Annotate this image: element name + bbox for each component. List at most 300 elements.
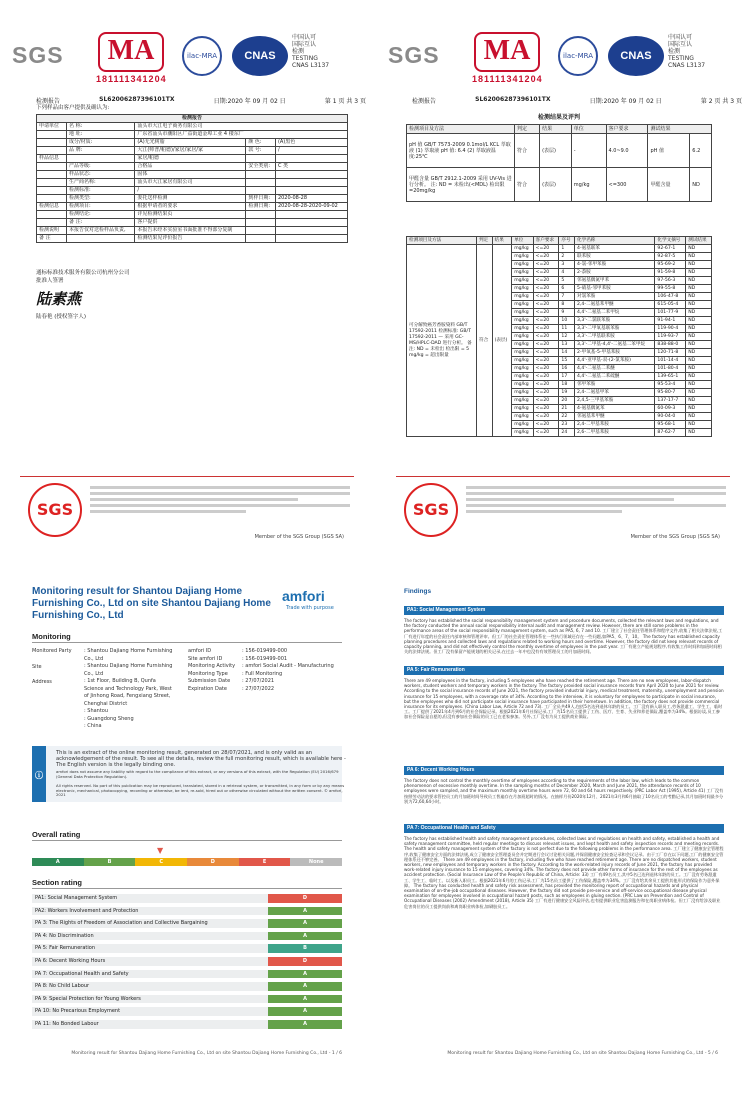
header-cell: 测试结果	[648, 125, 712, 134]
amine-cell: 119-93-7	[655, 333, 686, 341]
amine-cell: mg/kg	[512, 421, 533, 429]
amine-cell: 4	[559, 269, 575, 277]
section-grade: A	[268, 907, 342, 917]
notice-main[interactable]: This is an extract of the online monitoring result, generated on 28/07/2021, and is only valid as an acknowledgement of the result. To see all the details, review the full monitoring result, which is available here - The English version is the legally binding one.	[56, 750, 346, 768]
amine-cell: 4-氯-邻甲苯胺	[575, 261, 655, 269]
amine-cell: 95-80-7	[655, 389, 686, 397]
amine-cell: 91-59-8	[655, 269, 686, 277]
cnas-text: 中国认可 国际互认 检测 TESTING CNAS L3137	[292, 34, 330, 69]
summary-cell	[275, 211, 347, 219]
section-rating-row	[32, 894, 342, 904]
summary-cell	[37, 163, 67, 171]
summary-cell: 样品状态:	[67, 171, 135, 179]
amine-cell: 联苯胺	[575, 253, 655, 261]
amine-cell: 2,4,5-三甲基苯胺	[575, 397, 655, 405]
amine-cell: 23	[559, 421, 575, 429]
result-cell: <=300	[606, 168, 648, 202]
amine-cell: mg/kg	[512, 245, 533, 253]
summary-cell	[275, 179, 347, 187]
cnas-text: 中国认可 国际互认 检测 TESTING CNAS L3137	[668, 34, 706, 69]
amine-cell: ND	[686, 333, 712, 341]
summary-row	[37, 195, 348, 203]
header-cell: 序号	[559, 237, 575, 245]
result-cell: mg/kg	[571, 168, 606, 202]
result-cell: (表层)	[540, 168, 572, 202]
amine-cell: 2,6-二甲基苯胺	[575, 429, 655, 437]
report-footer	[396, 476, 730, 544]
header-cell: 单位	[512, 237, 533, 245]
result-cell: ND	[690, 168, 712, 202]
cert-header	[386, 30, 740, 92]
cma-number: 181111341204	[472, 74, 543, 84]
divider	[32, 642, 342, 643]
summary-cell	[275, 155, 347, 163]
summary-cell: 根据申请者的要求	[135, 203, 246, 211]
amine-cell: 6	[559, 285, 575, 293]
summary-cell	[275, 235, 347, 243]
summary-cell: 安全类别:	[246, 163, 276, 171]
amine-cell: ND	[686, 365, 712, 373]
summary-cell: /	[135, 187, 246, 195]
signature: 陆素燕	[36, 290, 82, 308]
amine-cell: mg/kg	[512, 317, 533, 325]
amine-cell: 95-68-1	[655, 421, 686, 429]
finding-text: The factory has established health and safety management procedures, collected laws and regulations on health and safety, established a health and safety management committee, held regular meetings to discuss relevant issues, and kept health and safety inspection records and meeting records. The health and safety management system of the factory is not perfect due to the following problems in the performance area. 工厂建立了健康安全管理程序,收集了健康安全方面的法律法规,成立了健康安全管理委员会并定期进行会议讨论相关问题,并保留健康安全检查记录和会议记录。由于工厂存在以下问题,工厂的健康安全管理体系还不够完善。 There are 49 employees in the factory, including five who have reached retirement age. There are no dispatched workers, student workers, new employees and temporary workers in the factory. According to the work-related injury records of June 2021, the factory has provided work-related injury insurance to 15 employees, covering 34%. The factory does not provide other forms of insurance for the rest of the employees as accident protection. (Social Insurance Law of the People's Republic of China, Article: 33) 工厂有49名员工,其中5名已达到退休年龄的员工。工厂没有劳务派遣工、学生工、临时工、以及新入职员工。根据2021年6月的工伤记录,工厂为15名员工提供了工伤保险,覆盖率为34%。工厂没有给其余员工提供其他形式的保险作为意外保障。 The factory has conducted health and safety risk assessment, has provided the monitoring report of occupational hazards and physical examination of on-the-job occupational diseases. However, the factory did not provide pre-service and off-service occupational disease physical examination for employees involved in occupational hazard posts, such as employees in gluing section. (PRC Law on Prevention and Control of Occupational Diseases (2002) Amendment (2018), Article 35) 工厂有进行健康安全风险评估,也有提供职业危害监测报告和在岗职业病体检。但工厂没有给涉及职业危害岗位的员工提供岗前和离岗职业病体检,如刷胶员工。	[404, 836, 724, 909]
amine-cell: mg/kg	[512, 365, 533, 373]
amine-cell: <=20	[533, 429, 559, 437]
amine-cell: <=20	[533, 397, 559, 405]
cert-header	[10, 30, 364, 92]
summary-cell	[275, 171, 347, 179]
finding-text: There are 49 employees in the factory, including 5 employees who have reached the retirement age. There are no new employees, labor-dispatch workers, student workers and temporary workers in the factory. The factory provided social insurance records from April 2020 to June 2021 for review. According to the social insurance records of June 2021, the factory provided industrial injury, medical treatment, maternity, unemployment and pension insurance for 15 employees, with a coverage rate of 34%. According to the interview, it is voluntary for employees to participate in social insurance, but the employees who did not participate social insurance have participated in their hometown. In addition, the factory does not provide commercial insurance for its employees. (China Labor Law, Article 72 and 73). 工厂全员共49人,包括5名达到退休年龄的员工。工厂没有新入职员工,劳务派遣工、学生工、临时工。工厂提供了2021年4月到6月的社会保险记录。根据2021年6月社保记录,工厂为15名员工提供了工伤、医疗、生育、失业和养老保险,覆盖率为34%。根据访谈,员工参加社会保险是自愿的,但没有参加社会保险的员工已在老家参加。另外,工厂没有为员工提供商业保险。	[404, 678, 724, 720]
amine-cell: <=20	[533, 389, 559, 397]
section-label: PA 3: The Rights of Freedom of Association and Collective Bargaining	[32, 919, 268, 929]
summary-cell	[275, 227, 347, 235]
amine-cell: <=20	[533, 373, 559, 381]
amine-cell: 24	[559, 429, 575, 437]
section-rating-row	[32, 970, 342, 980]
summary-row	[37, 187, 348, 195]
report-info-line: 检测报告 SL62006287396101TX 日期:2020 年 09 月 02 日 第 2 页 共 3 页	[412, 96, 742, 105]
amine-cell: 90-04-0	[655, 413, 686, 421]
amine-cell: mg/kg	[512, 301, 533, 309]
section-label: PA 7: Occupational Health and Safety	[32, 970, 268, 980]
amine-cell: 9	[559, 309, 575, 317]
notice-copyright: All rights reserved. No part of this publication may be reproduced, translated, stored in a retrieval system, or transmitted, in any form or by any means electronic, mechanical, photocopying, recording or otherwise, be lent, re-sold, hired out or otherwise circulated without the written consent. © amfori, 2021	[56, 783, 345, 798]
amfori-logo: amfori	[282, 588, 325, 604]
amine-cell: mg/kg	[512, 429, 533, 437]
summary-cell	[67, 155, 135, 163]
amine-cell: <=20	[533, 317, 559, 325]
amine-cell: 4-氨基偶氮苯	[575, 405, 655, 413]
amine-cell: 97-56-3	[655, 277, 686, 285]
report-page-1	[0, 0, 374, 548]
section-grade: A	[268, 982, 342, 992]
amine-cell: 对氯苯胺	[575, 293, 655, 301]
amine-cell: mg/kg	[512, 349, 533, 357]
summary-cell: 样品信息	[37, 155, 67, 163]
summary-cell: 2020-08-28	[275, 195, 347, 203]
amine-cell: 14	[559, 349, 575, 357]
amine-cell: <=20	[533, 277, 559, 285]
amine-cell: ND	[686, 253, 712, 261]
summary-cell	[246, 155, 276, 163]
amine-cell: <=20	[533, 245, 559, 253]
amine-cell: 2,4-二甲基苯胺	[575, 421, 655, 429]
amine-cell: 92-87-5	[655, 253, 686, 261]
amine-cell: 邻氨基偶氮甲苯	[575, 277, 655, 285]
rating-scale-a: A	[32, 858, 84, 866]
summary-cell	[246, 227, 276, 235]
cnas-logo: CNAS	[608, 36, 664, 76]
amine-cell: mg/kg	[512, 325, 533, 333]
summary-cell: 检测标准:	[67, 187, 135, 195]
amine-cell: 95-69-2	[655, 261, 686, 269]
header-cell: 结果	[492, 237, 512, 245]
footer-terms	[90, 483, 350, 516]
amine-cell: ND	[686, 269, 712, 277]
rating-scale-c: C	[135, 858, 187, 866]
amine-cell: 101-77-9	[655, 309, 686, 317]
amine-cell: mg/kg	[512, 373, 533, 381]
summary-row	[37, 155, 348, 163]
official-stamp: SGS	[404, 483, 458, 537]
summary-cell: C 类	[275, 163, 347, 171]
amine-cell: 95-53-4	[655, 381, 686, 389]
amine-cell: 60-09-3	[655, 405, 686, 413]
amine-cell: mg/kg	[512, 309, 533, 317]
header-cell: 客户要求	[606, 125, 648, 134]
amine-cell: ND	[686, 285, 712, 293]
amine-cell: 11	[559, 325, 575, 333]
amine-cell: <=20	[533, 413, 559, 421]
amine-cell: 101-80-4	[655, 365, 686, 373]
summary-cell: 地 址:	[67, 131, 135, 139]
amine-cell: ND	[686, 413, 712, 421]
report-page-2	[376, 0, 750, 548]
summary-cell	[37, 131, 67, 139]
summary-cell: 检测类型:	[67, 195, 135, 203]
summary-row	[37, 235, 348, 243]
amine-cell: 3,3'-二甲氧基联苯胺	[575, 325, 655, 333]
result-cell: (表层)	[540, 134, 572, 168]
method-cell: 可分解致癌芳香胺染料 GB/T 17592-2011 检测标准: GB/T 17592-2011 — 采用 GC-MS/HPLC-DAD 进行分析。 备注: ND = 未检出 检出限 = 5 mg/kg = 超出限量	[407, 245, 477, 437]
section-rating-row	[32, 944, 342, 954]
amine-cell: 119-90-4	[655, 325, 686, 333]
amine-cell: ND	[686, 317, 712, 325]
summary-cell	[246, 179, 276, 187]
result-cell: pH 值 GB/T 7573-2009 0.1mol/L KCL 萃取液 (1) 萃取液 pH 值: 6.4 (2) 萃取液温度:25℃	[407, 134, 515, 168]
summary-cell: 固体	[135, 171, 246, 179]
divider	[32, 840, 342, 841]
amine-cell: mg/kg	[512, 357, 533, 365]
amine-cell: 8	[559, 301, 575, 309]
rating-scale-d: D	[187, 858, 239, 866]
amine-cell: ND	[686, 301, 712, 309]
amine-cell: 87-62-7	[655, 429, 686, 437]
report-subline: 下列样品由客户提供及确认为:	[36, 105, 110, 111]
amine-cell: mg/kg	[512, 293, 533, 301]
amine-cell: 2,4-二氨基苯甲醚	[575, 301, 655, 309]
section-grade: A	[268, 932, 342, 942]
extract-notice	[32, 746, 346, 802]
amine-cell: ND	[686, 261, 712, 269]
section-grade: A	[268, 970, 342, 980]
summary-cell	[246, 235, 276, 243]
amine-cell: ND	[686, 405, 712, 413]
report-summary-table: 检测报告 申请单位 名 称: 汕头市大江电子商务有限公司 地 址: 广东省汕头市潮阳区广益街道金埠工业 4 楼东厂 成分/材质: (A)无光树脂 颜 色: (A)黑色 品 牌: 大江(帅普/帕德)/家居/家居/家 款 号: / 样品信息 家居/帕德 产品等级: 合格品 安全类别: C 类 样品状态: 固体 生产商名称: 汕头市大江家居有限公司 检测标准: / 检测类型: 委托送样检测 到样日期: 2020-08-28 检测信息 检测项目: 根据申请者的要求 检测日期: 2020-08-28-2020-09-02 检测结论: 详见检测结果页 备 注: 客户提供 检测说明 本报告仅对送检样品负责, 本报告未经本实验室书面批准不得部分复制 备 注 检测结果见评价报告	[36, 114, 348, 243]
summary-row	[37, 139, 348, 147]
amine-cell: 137-17-7	[655, 397, 686, 405]
section-label: PA2: Workers Involvement and Protection	[32, 907, 268, 917]
summary-cell	[275, 187, 347, 195]
amine-cell: ND	[686, 245, 712, 253]
summary-row	[37, 179, 348, 187]
amine-cell: 106-47-8	[655, 293, 686, 301]
summary-cell: (A)黑色	[275, 139, 347, 147]
finding-text: The factory does not control the monthly overtime of employees according to the requirements of the labor law, which leads to the common phenomenon of excessive monthly overtime. In the sampling months of December 2020, March and June 2021, the attendance records of 10 employees were sampled, and the maximum monthly overtime hours were 72, 60 and 64 hours respectively. (PRC Labor Act (1995), Article 41) 工厂没有按照劳动法的要求管控员工的月加班时间导致员工普遍存在月加班超时的情况。在抽样月份2020年12月、2021年3月和6月抽取了10名员工的考勤记录,其月加班时间最多分别为72,60,64小时。	[404, 778, 724, 804]
amine-cell: mg/kg	[512, 405, 533, 413]
overall-rating-heading: Overall rating	[32, 830, 81, 839]
section-label: PA 5: Fair Remuneration	[32, 944, 268, 954]
rating-scale-none: None	[290, 858, 342, 866]
amine-cell: ND	[686, 277, 712, 285]
amine-cell: mg/kg	[512, 261, 533, 269]
member-line: Member of the SGS Group (SGS SA)	[630, 534, 720, 540]
amine-cell: mg/kg	[512, 253, 533, 261]
section-grade: A	[268, 995, 342, 1005]
finding-heading: PA1: Social Management System	[404, 606, 724, 615]
summary-cell	[67, 235, 135, 243]
amine-cell: mg/kg	[512, 413, 533, 421]
section-rating-row	[32, 1007, 342, 1017]
amine-cell: ND	[686, 373, 712, 381]
summary-cell	[37, 139, 67, 147]
amine-cell: 18	[559, 381, 575, 389]
finding-text: The factory has established the social responsibility management system and procedure documents, collected the relevant laws and regulations, and the factory conducted the annual social responsibility internal audit and management review. However, there are still some problems in the performance areas of the social responsibility management system, such as PA5, 6, 7 and 10. 工厂建立了社会责任管理体系和程序文件,收集了相关法律法规,工厂有进行年度的社会责任内部审核和管理评审。但工厂的社会责任管理体系在一些执行领域还存在一些问题,如PA5、6、7、10。 The factory has established capacity planning procedures and collected laws and regulations related to working hours and overtime. However, the factory did not keep relevant records of capacity planning, and did not effectively control the monthly overtime of employees in the past year. 工厂有建立产能规划程序,有收集工作时间和加班时间相关的法律法规。但工厂没有保留产能规划的相关记录,在过去一年中也没有有效管理员工的月加班时间。	[404, 618, 723, 655]
findings-title: Findings	[404, 588, 432, 595]
sgs-logo: SGS	[388, 42, 440, 68]
section-grade: B	[268, 944, 342, 954]
summary-row	[37, 131, 348, 139]
amine-cell: 3,3'-二氯联苯胺	[575, 317, 655, 325]
amine-cell: <=20	[533, 349, 559, 357]
amine-cell: 7	[559, 293, 575, 301]
result-cell: -	[571, 134, 606, 168]
summary-cell	[37, 179, 67, 187]
amine-cell: ND	[686, 341, 712, 349]
summary-row	[37, 219, 348, 227]
amine-cell: <=20	[533, 421, 559, 429]
amine-row	[407, 245, 712, 253]
amine-cell: <=20	[533, 325, 559, 333]
amine-cell: 99-55-8	[655, 285, 686, 293]
monitoring-title: Monitoring result for Shantou Dajiang Home Furnishing Co., Ltd on site Shantou Dajiang Home Furnishing Co., Ltd	[32, 586, 271, 621]
summary-cell: 检测说明	[37, 227, 67, 235]
notice-gdpr: amfori does not assume any liability with regard to the compliance of this extract, or any versions of this extract, with the Regulation (EU) 2016/679 (General Data Protection Regulation).	[56, 769, 339, 779]
summary-cell	[275, 219, 347, 227]
amine-cell: mg/kg	[512, 285, 533, 293]
amine-cell: 20	[559, 397, 575, 405]
amine-cell: 2-甲氧基-5-甲基苯胺	[575, 349, 655, 357]
summary-cell: 大江(帅普/帕德)/家居/家居/家	[135, 147, 246, 155]
summary-row	[37, 171, 348, 179]
header-cell: 检测项目及方法	[407, 125, 515, 134]
summary-cell	[246, 219, 276, 227]
summary-cell: 款 号:	[246, 147, 276, 155]
report-info-line: 检测报告 SL62006287396101TX 日期:2020 年 09 月 02 日 第 1 页 共 3 页	[36, 96, 366, 105]
amine-cell: 615-05-4	[655, 301, 686, 309]
amine-cell: <=20	[533, 309, 559, 317]
header-cell: 化学名称	[575, 237, 655, 245]
member-line: Member of the SGS Group (SGS SA)	[254, 534, 344, 540]
amine-cell: 3,3'-二甲基联苯胺	[575, 333, 655, 341]
section-grade: D	[268, 894, 342, 904]
amine-cell: 4,4'-亚甲基-双-(2-氯苯胺)	[575, 357, 655, 365]
summary-cell: 检测日期:	[246, 203, 276, 211]
amine-cell: <=20	[533, 301, 559, 309]
summary-cell: 家居/帕德	[135, 155, 246, 163]
summary-cell: 检测结果见评价报告	[135, 235, 246, 243]
summary-cell: 委托送样检测	[135, 195, 246, 203]
header-cell: 检测项目及方法	[407, 237, 477, 245]
amine-cell: ND	[686, 381, 712, 389]
summary-cell: 客户提供	[135, 219, 246, 227]
cma-logo: MA	[98, 32, 164, 72]
rating-scale-e: E	[239, 858, 291, 866]
amine-cell: 12	[559, 333, 575, 341]
header-cell: 判定	[477, 237, 493, 245]
section-label: PA1: Social Management System	[32, 894, 268, 904]
summary-row	[37, 227, 348, 235]
summary-cell: 到样日期:	[246, 195, 276, 203]
summary-cell	[37, 171, 67, 179]
section-rating-row	[32, 1020, 342, 1030]
finding-heading: PA 7: Occupational Health and Safety	[404, 824, 724, 833]
summary-row	[37, 147, 348, 155]
summary-row	[37, 123, 348, 131]
amine-cell: ND	[686, 421, 712, 429]
amine-cell: mg/kg	[512, 341, 533, 349]
summary-cell: 备 注:	[67, 219, 135, 227]
amine-cell: 16	[559, 365, 575, 373]
section-rating-row	[32, 957, 342, 967]
summary-cell: 成分/材质:	[67, 139, 135, 147]
amine-cell: ND	[686, 389, 712, 397]
section-rating-row	[32, 919, 342, 929]
amine-cell: 邻氨基苯甲醚	[575, 413, 655, 421]
summary-cell	[37, 187, 67, 195]
section-label: PA 8: No Child Labour	[32, 982, 268, 992]
cma-number: 181111341204	[96, 74, 167, 84]
summary-cell: 申请单位	[37, 123, 67, 131]
summary-cell: 合格品	[135, 163, 246, 171]
header-cell: 单位	[571, 125, 606, 134]
section-grade: A	[268, 1007, 342, 1017]
right-labels: amfori ID Site amfori ID Monitoring Activity Monitoring Type Submission Date Expiration Date	[188, 648, 236, 692]
summary-cell: 检测结论:	[67, 211, 135, 219]
section-label: PA 11: No Bonded Labour	[32, 1020, 268, 1030]
results-table-amines	[406, 236, 712, 437]
amine-cell: 101-14-4	[655, 357, 686, 365]
amine-cell: 4-氨基联苯	[575, 245, 655, 253]
summary-cell	[246, 211, 276, 219]
approver-label: 批准人签署	[36, 278, 64, 284]
cma-logo: MA	[474, 32, 540, 72]
amine-cell: 5-硝基-邻甲苯胺	[575, 285, 655, 293]
report-footer	[20, 476, 354, 544]
rating-scale-b: B	[84, 858, 136, 866]
amine-cell: 838-88-0	[655, 341, 686, 349]
amine-cell: mg/kg	[512, 397, 533, 405]
summary-cell: 详见检测结果页	[135, 211, 246, 219]
summary-cell: 生产商名称:	[67, 179, 135, 187]
result-cell: 4.0~9.0	[606, 134, 648, 168]
summary-cell: 检测项目:	[67, 203, 135, 211]
section-label: PA 10: No Precarious Employment	[32, 1007, 268, 1017]
amine-cell: <=20	[533, 341, 559, 349]
summary-row	[37, 211, 348, 219]
finding-heading: PA 6: Decent Working Hours	[404, 766, 724, 775]
header-cell: 结果	[540, 125, 572, 134]
summary-cell: 名 称:	[67, 123, 135, 131]
amine-cell: <=20	[533, 333, 559, 341]
amine-cell: <=20	[533, 365, 559, 373]
amine-cell: 2-萘胺	[575, 269, 655, 277]
amine-cell: 4,4'-二氨基二苯甲烷	[575, 309, 655, 317]
results-table-basic	[406, 124, 712, 202]
current-rating-marker-icon: ▼	[157, 846, 164, 855]
amine-cell: 3	[559, 261, 575, 269]
amine-cell: 13	[559, 341, 575, 349]
summary-cell: 备 注	[37, 235, 67, 243]
amine-cell: 21	[559, 405, 575, 413]
amfori-tagline: Trade with purpose	[286, 605, 334, 611]
summary-cell	[37, 211, 67, 219]
amine-cell: ND	[686, 357, 712, 365]
amine-cell: ND	[686, 293, 712, 301]
amine-cell: 22	[559, 413, 575, 421]
amine-cell: 5	[559, 277, 575, 285]
section-rating-row	[32, 982, 342, 992]
info-icon: ⓘ	[35, 771, 43, 780]
result-cell: pH 值	[648, 134, 690, 168]
amine-cell: 3,3'-二甲基-4,4'-二氨基二苯甲烷	[575, 341, 655, 349]
amine-cell: 120-71-8	[655, 349, 686, 357]
amine-cell: 17	[559, 373, 575, 381]
summary-cell: 品 牌:	[67, 147, 135, 155]
amine-cell: <=20	[533, 285, 559, 293]
ilac-logo: ilac-MRA	[558, 36, 598, 76]
section-rating-row	[32, 995, 342, 1005]
verdict-cell: 符合	[477, 245, 493, 437]
summary-cell: 本报告未经本实验室书面批准不得部分复制	[135, 227, 246, 235]
section-label: PA 6: Decent Working Hours	[32, 957, 268, 967]
amine-cell: 2,4-二氨基甲苯	[575, 389, 655, 397]
amine-cell: mg/kg	[512, 389, 533, 397]
page-footer: Monitoring result for Shantou Dajiang Home Furnishing Co., Ltd on site Shantou Dajiang Home Furnishing Co., Ltd - 5 / 6	[447, 1051, 718, 1056]
result-cell: 符合	[515, 134, 540, 168]
amine-cell: 91-94-1	[655, 317, 686, 325]
summary-cell: 产品等级:	[67, 163, 135, 171]
header-cell: 判定	[515, 125, 540, 134]
section-grade: D	[268, 957, 342, 967]
result-location-cell: (表层)	[492, 245, 512, 437]
amine-cell: <=20	[533, 269, 559, 277]
ilac-logo: ilac-MRA	[182, 36, 222, 76]
amine-cell: 19	[559, 389, 575, 397]
amine-cell: 10	[559, 317, 575, 325]
